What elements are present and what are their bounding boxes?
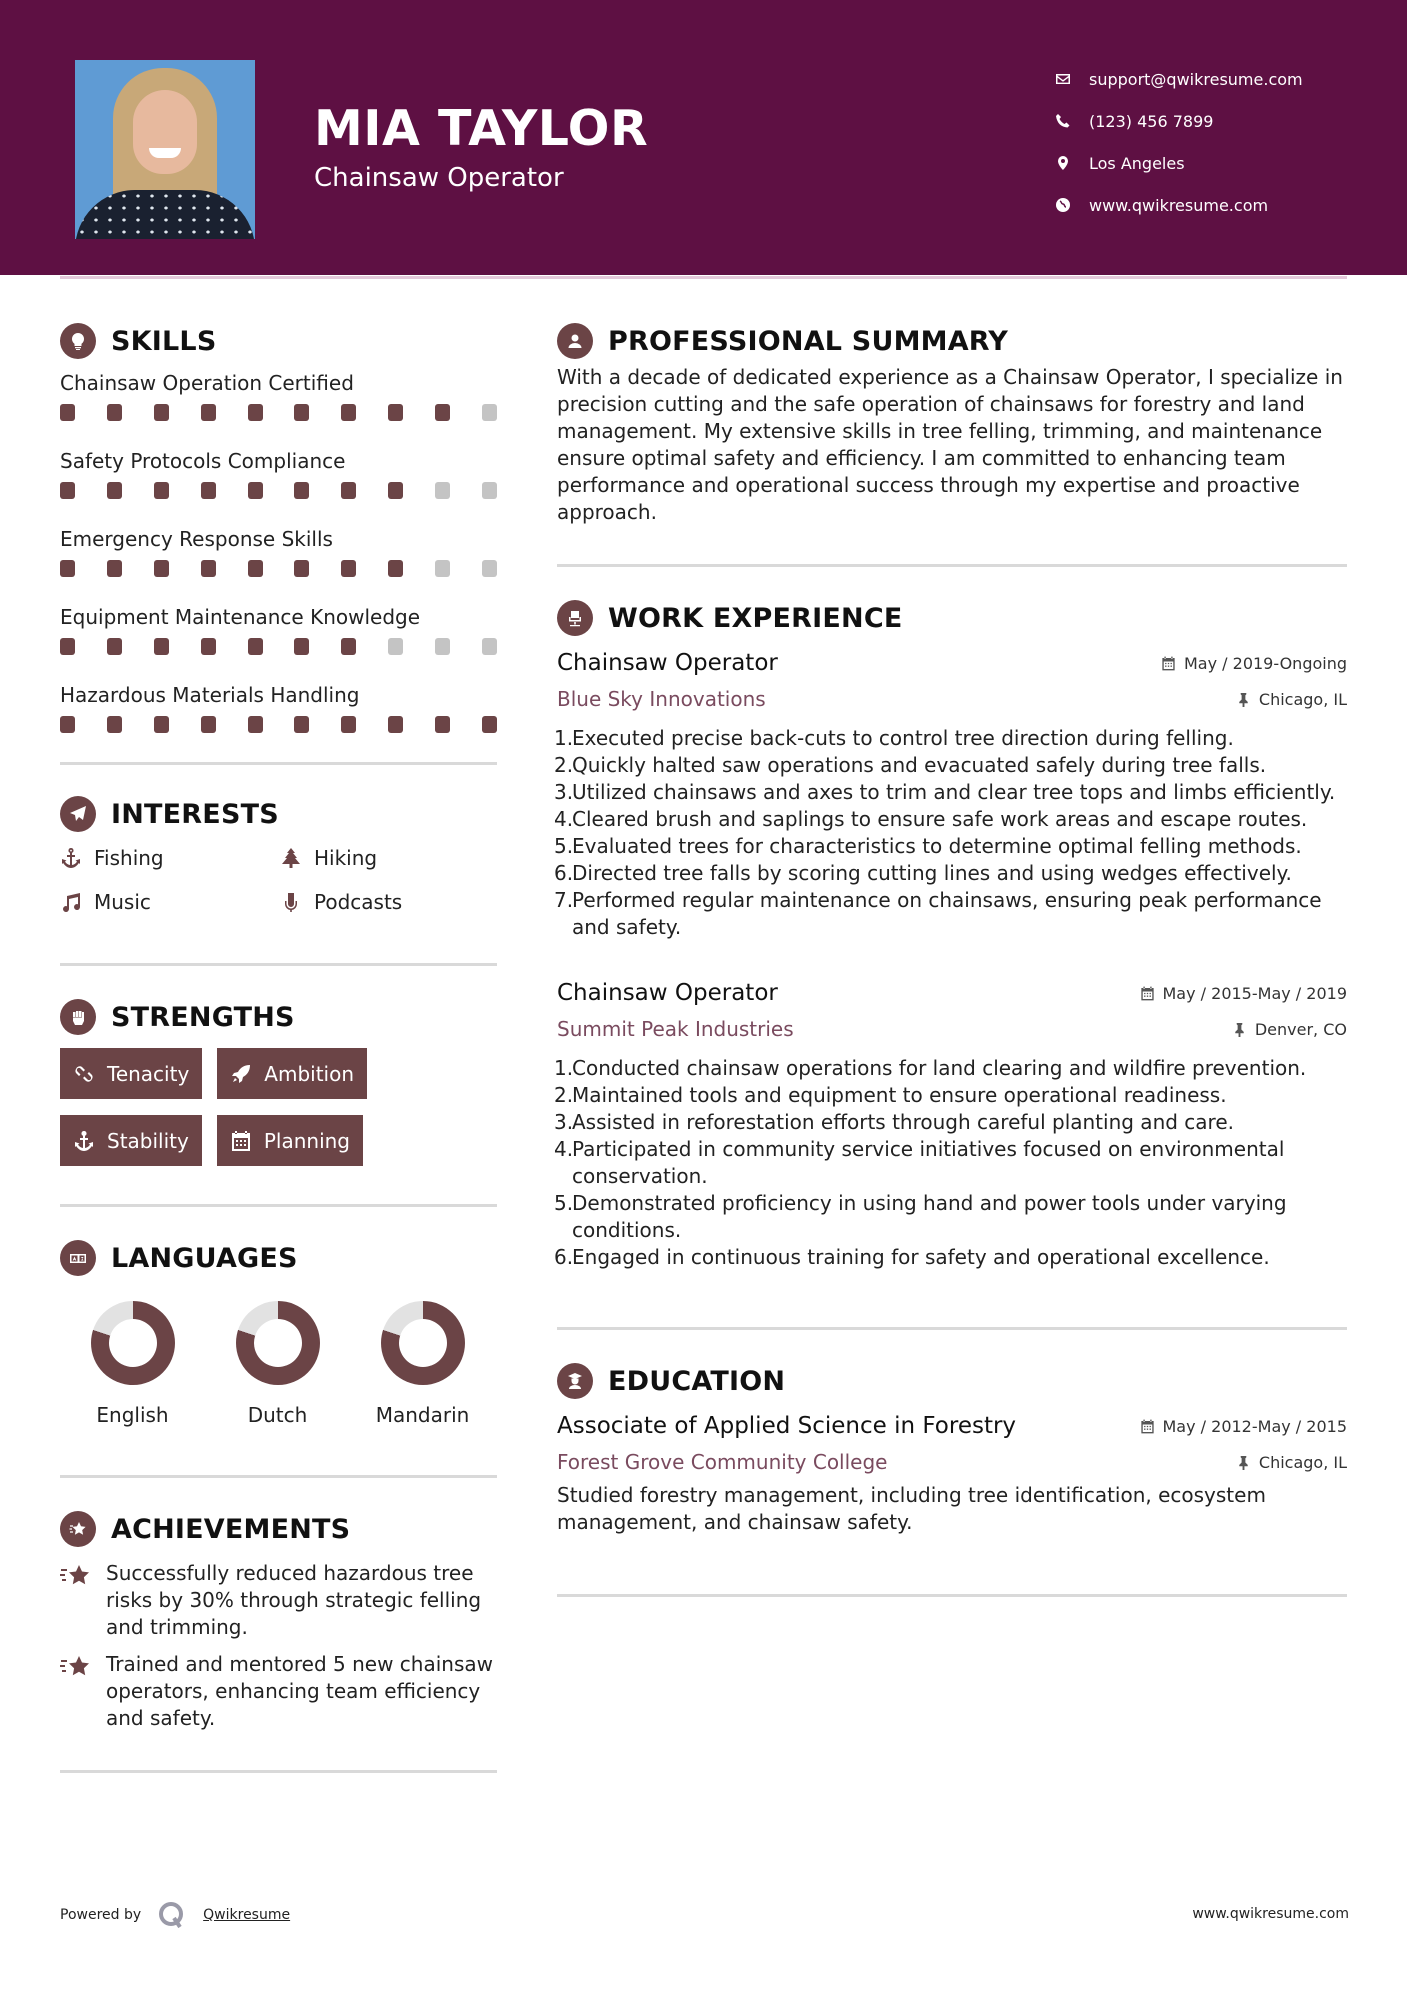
lightbulb-icon [60,323,96,359]
rating-dot-filled [294,716,309,733]
contact-email-text: support@qwikresume.com [1089,69,1303,89]
rating-dot-filled [60,404,75,421]
globe-icon [1055,197,1089,213]
interests-title: INTERESTS [111,798,279,830]
rating-dot-filled [107,482,122,499]
job-bullet: 4. Participated in community service initiatives focused on environmental conservation. [554,1137,1285,1188]
fist-icon [60,999,96,1035]
job-bullet: 1. Conducted chainsaw operations for land clearing and wildfire prevention. [554,1056,1307,1080]
strengths-section [60,996,497,1207]
rating-dot-filled [248,560,263,577]
summary-section [557,320,1347,567]
rating-dot-filled [201,638,216,655]
skill-name: Safety Protocols Compliance [60,449,346,473]
job-dates: May / 2015-May / 2019 [1140,984,1348,1003]
achievement-item: Trained and mentored 5 new chainsaw operators, enhancing team efficiency and safety. [60,1651,497,1732]
rating-dot-filled [154,404,169,421]
achievements-title: ACHIEVEMENTS [111,1513,351,1545]
education-dates: May / 2012-May / 2015 [1140,1417,1348,1436]
experience-title: WORK EXPERIENCE [608,602,903,634]
rating-dot-filled [294,638,309,655]
strength-chip: Ambition [217,1048,367,1099]
job-bullet: 4. Cleared brush and saplings to ensure safe work areas and escape routes. [554,807,1308,831]
rating-dot-filled [107,716,122,733]
rocket-icon [230,1063,252,1085]
skill-rating [60,634,497,674]
language-level-donut [91,1301,175,1385]
job-bullet: 2. Quickly halted saw operations and evacuated safely during tree falls. [554,753,1267,777]
pushpin-icon [1236,1455,1251,1470]
candidate-name: MIA TAYLOR [314,100,649,157]
user-icon [557,323,593,359]
rating-dot-filled [341,560,356,577]
strength-chip: Tenacity [60,1048,202,1099]
rating-dot-filled [294,482,309,499]
map-marker-icon [1055,155,1089,171]
job-bullet: 1. Executed precise back-cuts to control tree direction during felling. [554,726,1234,750]
rating-dot-empty [435,482,450,499]
languages-title: LANGUAGES [111,1242,298,1274]
candidate-title: Chainsaw Operator [314,163,564,193]
rating-dot-filled [341,404,356,421]
language-name: Mandarin [375,1403,470,1427]
contact-website[interactable] [1055,184,1303,226]
rating-dot-empty [482,482,497,499]
rating-dot-filled [60,638,75,655]
rating-dot-filled [248,716,263,733]
achievement-item: Successfully reduced hazardous tree risks by 30% through strategic felling and trimming. [60,1560,497,1641]
job-bullet: 5. Evaluated trees for characteristics to determine optimal felling methods. [554,834,1302,858]
section-divider [60,1475,497,1478]
footer-powered-by: Powered by Qwikresume [60,1900,290,1930]
job-role: Chainsaw Operator [557,650,778,676]
contact-location-text: Los Angeles [1089,153,1185,173]
job-entry [554,645,1347,941]
education-description: Studied forestry management, including tree identification, ecosystem management, and chainsaw safety. [557,1483,1266,1534]
language-name: Dutch [247,1403,308,1427]
interest-item: Music [60,883,280,921]
profile-photo [75,60,255,239]
job-location: Denver, CO [1232,1020,1347,1039]
rating-dot-empty [435,560,450,577]
rating-dot-filled [435,716,450,733]
skills-section [60,320,497,765]
contact-list [1055,58,1303,226]
office-chair-icon [557,600,593,636]
translate-icon [60,1240,96,1276]
section-divider [60,963,497,966]
strength-chip: Stability [60,1115,202,1166]
contact-location [1055,142,1303,184]
education-location: Chicago, IL [1236,1453,1347,1472]
skill-name: Emergency Response Skills [60,527,333,551]
experience-section [554,597,1347,1330]
language-name: English [96,1403,169,1427]
rating-dot-filled [388,404,403,421]
job-bullet: 2. Maintained tools and equipment to ensure operational readiness. [554,1083,1227,1107]
job-dates: May / 2019-Ongoing [1161,654,1347,673]
envelope-icon [1055,71,1089,87]
rating-dot-filled [482,716,497,733]
skill-name: Hazardous Materials Handling [60,683,360,707]
rating-dot-filled [107,638,122,655]
contact-phone[interactable] [1055,100,1303,142]
rating-dot-empty [482,404,497,421]
contact-email[interactable] [1055,58,1303,100]
rating-dot-filled [248,404,263,421]
rating-dot-filled [388,482,403,499]
strength-chip: Planning [217,1115,363,1166]
tree-icon [280,847,302,869]
rating-dot-filled [154,560,169,577]
education-section [557,1360,1347,1597]
qwikresume-logo-icon [157,1900,187,1930]
pushpin-icon [1232,1022,1247,1037]
contact-phone-text: (123) 456 7899 [1089,111,1214,131]
microphone-icon [280,891,302,913]
job-company: Blue Sky Innovations [557,687,766,711]
star-badge-icon [60,1511,96,1547]
rating-dot-empty [388,638,403,655]
section-divider [557,1327,1347,1330]
section-divider [60,762,497,765]
education-school: Forest Grove Community College [557,1450,888,1474]
calendar-icon [1161,656,1176,671]
interest-item: Podcasts [280,883,497,921]
phone-icon [1055,113,1089,129]
education-title: EDUCATION [608,1365,786,1397]
rating-dot-filled [294,560,309,577]
summary-text: With a decade of dedicated experience as a Chainsaw Operator, I specialize in precision cutting and the safe operation of chainsaws for forestry and land management. My extensive skills in tree felling, trimming, and maintenance ensure optimal safety and efficiency. I am committed to enhancing team performance and operational success through my expertise and proactive approach. [557,365,1343,524]
section-divider [60,1204,497,1207]
calendar-icon [1140,986,1155,1001]
rating-dot-filled [201,404,216,421]
job-bullet: 5. Demonstrated proficiency in using hand and power tools under varying conditions. [554,1191,1287,1242]
languages-section [60,1237,497,1478]
rating-dot-filled [388,560,403,577]
rating-dot-filled [248,638,263,655]
job-bullet: 3. Utilized chainsaws and axes to trim and clear tree tops and limbs efficiently. [554,780,1336,804]
shooting-star-icon [60,1653,92,1681]
language-level-donut [236,1301,320,1385]
rating-dot-filled [201,716,216,733]
rating-dot-empty [435,638,450,655]
job-bullet: 6. Directed tree falls by scoring cutting lines and using wedges effectively. [554,861,1292,885]
qwikresume-link[interactable]: Qwikresume [203,1907,291,1923]
language-level-donut [381,1301,465,1385]
skill-rating [60,478,497,518]
summary-title: PROFESSIONAL SUMMARY [608,325,1009,357]
language-item [350,1301,495,1427]
footer-website[interactable]: www.qwikresume.com [1192,1906,1349,1922]
rating-dot-filled [341,638,356,655]
rating-dot-empty [482,638,497,655]
anchor-icon [73,1130,95,1152]
rating-dot-filled [60,716,75,733]
anchor-icon [60,847,82,869]
pushpin-icon [1236,692,1251,707]
job-bullet: 6. Engaged in continuous training for safety and operational excellence. [554,1245,1270,1269]
interest-item: Hiking [280,839,497,877]
rating-dot-filled [154,716,169,733]
music-icon [60,891,82,913]
achievements-section [60,1508,497,1773]
job-bullet: 7. Performed regular maintenance on chainsaws, ensuring peak performance and safety. [554,888,1322,939]
skills-title: SKILLS [111,325,217,357]
shooting-star-icon [60,1562,92,1590]
left-column [60,320,497,1773]
skill-name: Chainsaw Operation Certified [60,371,354,395]
rating-dot-filled [154,482,169,499]
rating-dot-filled [341,482,356,499]
contact-website-text: www.qwikresume.com [1089,195,1269,215]
rating-dot-filled [201,482,216,499]
language-item [60,1301,205,1427]
job-entry [554,975,1347,1271]
education-degree: Associate of Applied Science in Forestry [557,1413,1017,1439]
job-bullet: 3. Assisted in reforestation efforts through careful planting and care. [554,1110,1234,1134]
job-location: Chicago, IL [1236,690,1347,709]
graduate-icon [557,1363,593,1399]
skill-name: Equipment Maintenance Knowledge [60,605,421,629]
education-entry [557,1408,1347,1536]
section-divider [60,1770,497,1773]
rating-dot-filled [435,404,450,421]
paper-plane-icon [60,796,96,832]
skill-rating [60,400,497,440]
rating-dot-empty [482,560,497,577]
calendar-icon [230,1130,252,1152]
section-divider [557,564,1347,567]
interest-item: Fishing [60,839,280,877]
rating-dot-filled [60,560,75,577]
section-divider [557,1594,1347,1597]
job-role: Chainsaw Operator [557,980,778,1006]
rating-dot-filled [154,638,169,655]
rating-dot-filled [294,404,309,421]
right-column [554,320,1347,1597]
strengths-title: STRENGTHS [111,1001,295,1033]
rating-dot-filled [107,404,122,421]
skill-rating [60,556,497,596]
link-icon [73,1063,95,1085]
rating-dot-filled [201,560,216,577]
skill-rating [60,712,497,752]
language-item [205,1301,350,1427]
rating-dot-filled [341,716,356,733]
rating-dot-filled [60,482,75,499]
job-company: Summit Peak Industries [557,1017,794,1041]
resume-header [0,0,1407,275]
interests-section [60,793,497,966]
calendar-icon [1140,1419,1155,1434]
rating-dot-filled [107,560,122,577]
rating-dot-filled [248,482,263,499]
rating-dot-filled [388,716,403,733]
